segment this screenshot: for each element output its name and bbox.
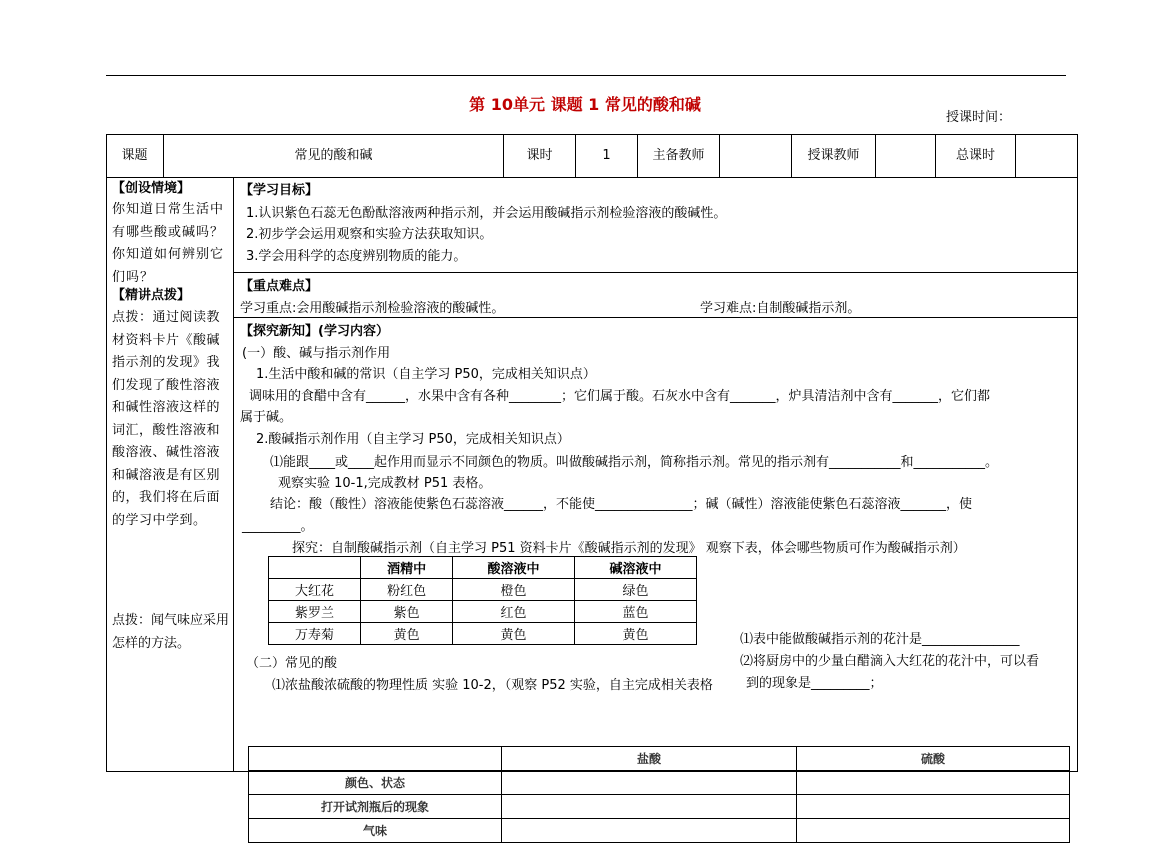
table-header: 盐酸	[502, 747, 797, 771]
key-title: 【重点难点】	[240, 279, 319, 294]
table-row	[269, 579, 697, 601]
table-cell: 大红花	[269, 579, 361, 601]
explore-line: 2.酸碱指示剂作用（自主学习 P50，完成相关知识点）	[256, 432, 570, 447]
table-cell: 红色	[453, 601, 575, 623]
table-row	[269, 623, 697, 645]
table-cell: 万寿菊	[269, 623, 361, 645]
hours-label: 课时	[504, 134, 576, 178]
question-2-cont: 到的现象是_________；	[746, 676, 883, 691]
goal-item: 1.认识紫色石蕊无色酚酞溶液两种指示剂，并会运用酸碱指示剂检验溶液的酸碱性。	[246, 206, 727, 221]
table-cell: 紫色	[361, 601, 453, 623]
table-cell	[502, 771, 797, 795]
table-cell: 绿色	[575, 579, 697, 601]
goal-item: 2.初步学会运用观察和实验方法获取知识。	[246, 227, 493, 242]
table-cell: 橙色	[453, 579, 575, 601]
table-cell: 黄色	[575, 623, 697, 645]
table-row	[249, 795, 1070, 819]
explore-title: 【探究新知】(学习内容）	[240, 324, 389, 339]
indicator-table	[268, 556, 697, 645]
teaching-teacher-value	[876, 134, 936, 178]
goals-title: 【学习目标】	[240, 183, 319, 198]
table-cell	[797, 795, 1070, 819]
table-header: 酸溶液中	[453, 557, 575, 579]
table-row	[249, 819, 1070, 843]
table-cell: 打开试剂瓶后的现象	[249, 795, 502, 819]
question-2: ⑵将厨房中的少量白醋滴入大红花的花汁中，可以看	[740, 654, 1040, 669]
top-rule	[106, 75, 1066, 76]
total-hours-value	[1016, 134, 1078, 178]
explore-line: 1.生活中酸和碱的常识（自主学习 P50，完成相关知识点）	[256, 367, 596, 382]
table-cell: 紫罗兰	[269, 601, 361, 623]
explore-line: _________。	[242, 519, 314, 534]
explore-line: 属于碱。	[240, 410, 293, 425]
tip-text: 点拨：闻气味应采用怎样的方法。	[112, 613, 230, 651]
table-cell: 气味	[249, 819, 502, 843]
table-header: 酒精中	[361, 557, 453, 579]
page-title: 第 10单元 课题 1 常见的酸和碱	[469, 95, 701, 114]
table-cell	[797, 819, 1070, 843]
key-difficulty: 学习难点:自制酸碱指示剂。	[700, 301, 861, 316]
guide-text: 点拨：通过阅读教材资料卡片《酸碱指示剂的发现》我们发现了酸性溶液和碱性溶液这样的词汇，酸性溶液和酸溶液、碱性溶液和碱溶液是有区别的，我们将在后面的学习中学到。	[112, 310, 221, 528]
key-divider	[233, 317, 1078, 318]
table-cell: 粉红色	[361, 579, 453, 601]
section-heading: (一）酸、碱与指示剂作用	[242, 346, 391, 361]
guide-title: 【精讲点拨】	[112, 288, 191, 303]
table-header: 碱溶液中	[575, 557, 697, 579]
class-time-label: 授课时间：	[946, 110, 1012, 125]
explore-line: ⑴能跟____或____起作用而显示不同颜色的物质。叫做酸碱指示剂，简称指示剂。常见的指示剂有___________和___________。	[270, 455, 999, 470]
scenario-title: 【创设情境】	[112, 181, 191, 196]
section-heading: （二）常见的酸	[246, 656, 338, 671]
table-row	[269, 601, 697, 623]
table-cell: 蓝色	[575, 601, 697, 623]
table-cell: 颜色、状态	[249, 771, 502, 795]
teaching-teacher-label: 授课教师	[792, 134, 876, 178]
table-row	[249, 771, 1070, 795]
scenario-text: 你知道日常生活中有哪些酸或碱吗？你知道如何辨别它们吗？	[112, 202, 225, 285]
key-focus: 学习重点:会用酸碱指示剂检验溶液的酸碱性。	[240, 301, 505, 316]
explore-line: 探究：自制酸碱指示剂（自主学习 P51 资料卡片《酸碱指示剂的发现》 观察下表，体会哪些物质可作为酸碱指示剂）	[292, 541, 966, 556]
question-1: ⑴表中能做酸碱指示剂的花汁是_______________	[740, 632, 1020, 647]
explore-line: 调味用的食醋中含有______，水果中含有各种________；它们属于酸。石灰水中含有_______，炉具清洁剂中含有_______，它们都	[249, 389, 991, 404]
hours-value: 1	[576, 134, 638, 178]
goal-item: 3.学会用科学的态度辨别物质的能力。	[246, 249, 467, 264]
goals-divider	[233, 272, 1078, 273]
table-header: 硫酸	[797, 747, 1070, 771]
column-divider	[233, 177, 234, 772]
table-header	[249, 747, 502, 771]
explore-line: 观察实验 10-1,完成教材 P51 表格。	[278, 476, 492, 491]
table-cell: 黄色	[453, 623, 575, 645]
acid-properties-table	[248, 746, 1070, 843]
total-hours-label: 总课时	[936, 134, 1016, 178]
table-cell: 黄色	[361, 623, 453, 645]
topic-label: 课题	[106, 134, 164, 178]
explore-line: ⑴浓盐酸浓硫酸的物理性质 实验 10-2，（观察 P52 实验，自主完成相关表格	[272, 678, 713, 693]
lead-teacher-label: 主备教师	[638, 134, 720, 178]
topic-value: 常见的酸和碱	[164, 134, 504, 178]
table-cell	[502, 819, 797, 843]
table-cell	[502, 795, 797, 819]
explore-line: 结论：酸（酸性）溶液能使紫色石蕊溶液______，不能使_______________；碱（碱性）溶液能使紫色石蕊溶液_______，使	[270, 497, 973, 512]
table-cell	[797, 771, 1070, 795]
header-row-divider	[106, 177, 1078, 178]
table-header	[269, 557, 361, 579]
lead-teacher-value	[720, 134, 792, 178]
